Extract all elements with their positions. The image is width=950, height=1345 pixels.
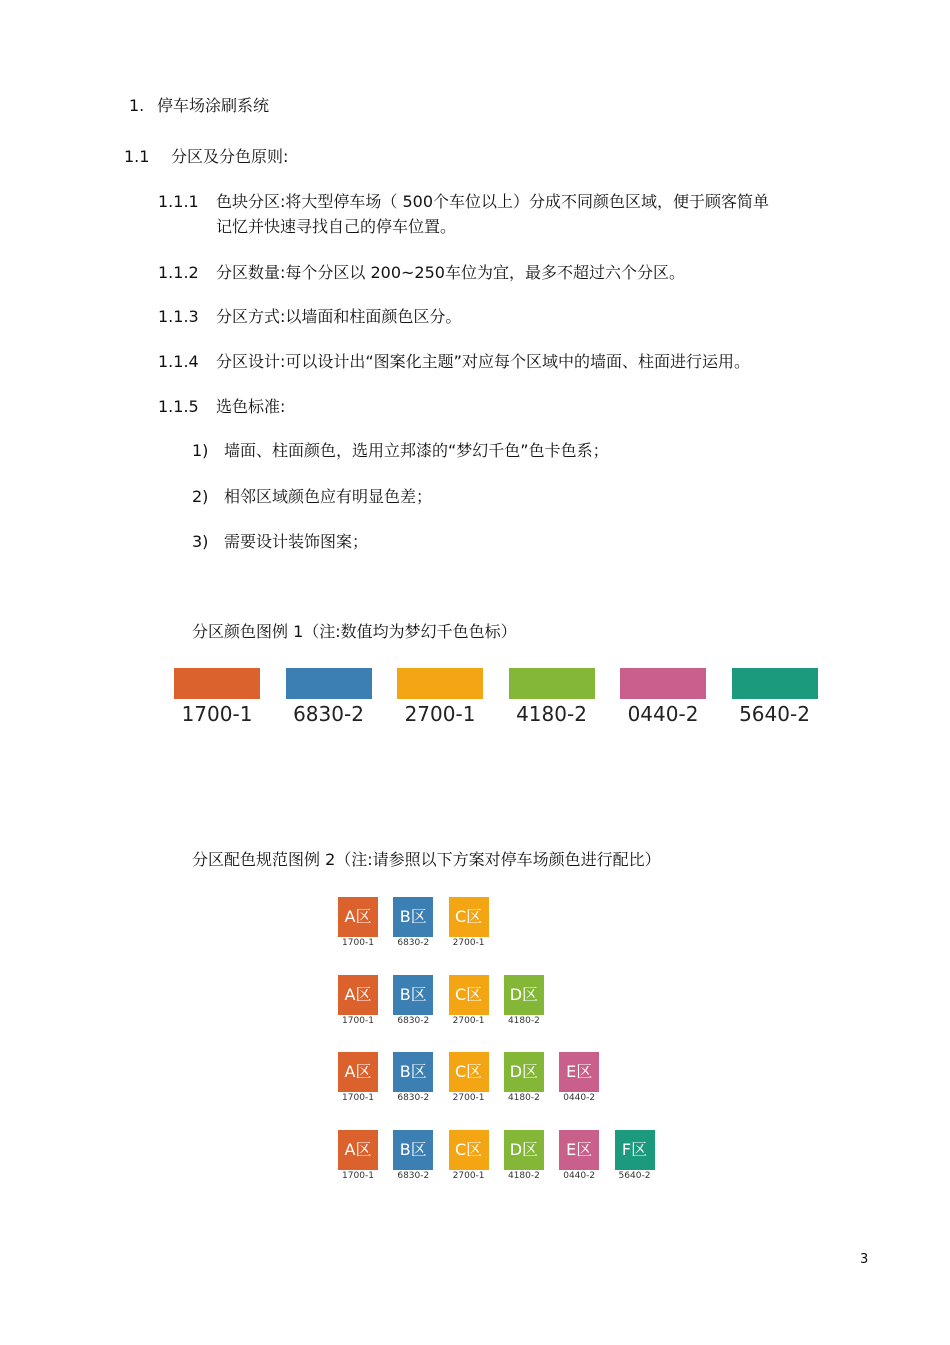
zone-tile: C区	[449, 897, 489, 937]
zone-tile: D区	[504, 975, 544, 1015]
color-swatch	[732, 668, 818, 699]
list-number: 2)	[192, 487, 209, 506]
subsection-text: 分区方式:以墙面和柱面颜色区分。	[216, 307, 462, 326]
section-text: 分区及分色原则:	[171, 147, 289, 166]
subsection-1-1-3	[158, 306, 461, 328]
list-text: 需要设计装饰图案；	[224, 532, 369, 551]
zone-code: 4180-2	[507, 1171, 540, 1182]
zone-tile: A区	[338, 897, 378, 937]
zone-tile: B区	[393, 897, 433, 937]
subsection-number: 1.1.5	[158, 397, 199, 416]
page-number: 3	[860, 1252, 869, 1267]
zone-code: 6830-2	[397, 1171, 430, 1182]
color-swatch	[620, 668, 706, 699]
list-text: 相邻区域颜色应有明显色差；	[224, 487, 433, 506]
zone-code: 0440-2	[563, 1171, 596, 1182]
zone-code: 1700-1	[342, 938, 374, 948]
zone-tile: D区	[504, 1052, 544, 1092]
zone-code: 0440-2	[563, 1093, 596, 1104]
color-swatch	[509, 668, 595, 699]
zone-tile: B区	[393, 1130, 433, 1170]
heading-number: 1.	[129, 96, 145, 115]
zone-code: 1700-1	[342, 1015, 374, 1026]
zone-tile: C区	[449, 975, 489, 1015]
zone-tile: A区	[338, 975, 378, 1015]
zone-tile: A区	[338, 1052, 378, 1092]
list-number: 1)	[192, 441, 209, 460]
color-swatch	[174, 668, 260, 699]
zone-code: 2700-1	[452, 1093, 485, 1104]
heading-text: 停车场涂刷系统	[157, 96, 270, 115]
subsection-1-1-1	[158, 191, 769, 213]
zone-code: 6830-2	[397, 938, 430, 948]
zone-code: 4180-2	[507, 1093, 540, 1104]
zone-code: 4180-2	[507, 1015, 540, 1026]
color-swatch	[397, 668, 483, 699]
zone-code: 2700-1	[452, 1171, 485, 1182]
zone-tile: D区	[504, 1130, 544, 1170]
zone-code: 2700-1	[452, 938, 485, 948]
zone-code: 1700-1	[342, 1171, 374, 1182]
zone-code: 6830-2	[397, 1015, 430, 1026]
swatch-code: 6830-2	[293, 702, 364, 726]
swatch-code: 2700-1	[404, 702, 476, 726]
color-swatch	[286, 668, 372, 699]
swatch-code: 4180-2	[516, 702, 587, 726]
subsection-number: 1.1.3	[158, 307, 199, 326]
criteria-item-3	[192, 531, 368, 553]
swatch-code: 1700-1	[181, 702, 253, 726]
swatch-code: 0440-2	[627, 702, 699, 726]
zone-tile: E区	[559, 1130, 599, 1170]
legend-1-swatches	[174, 668, 834, 728]
subsection-1-1-5	[158, 396, 285, 418]
list-text: 墙面、柱面颜色，选用立邦漆的“梦幻千色”色卡色系；	[224, 441, 609, 460]
subsection-1-1-2	[158, 262, 685, 284]
zone-tile: E区	[559, 1052, 599, 1092]
criteria-item-2	[192, 486, 432, 508]
zone-tile: C区	[449, 1130, 489, 1170]
zone-tile: A区	[338, 1130, 378, 1170]
subsection-text: 选色标准:	[216, 397, 286, 416]
subsection-number: 1.1.4	[158, 352, 199, 371]
list-number: 3)	[192, 532, 209, 551]
heading	[129, 95, 269, 117]
subsection-number: 1.1.2	[158, 263, 199, 282]
zone-tile: B区	[393, 1052, 433, 1092]
zone-code: 6830-2	[397, 1093, 430, 1104]
zone-tile: C区	[449, 1052, 489, 1092]
swatch-code: 5640-2	[739, 702, 810, 726]
legend-2-zone-grid	[338, 897, 668, 1197]
legend-1-caption: 分区颜色图例 1（注:数值均为梦幻千色色标）	[192, 622, 517, 641]
criteria-item-1	[192, 440, 609, 462]
subsection-number: 1.1.1	[158, 192, 199, 211]
subsection-text: 分区设计:可以设计出“图案化主题”对应每个区域中的墙面、柱面进行运用。	[216, 352, 750, 371]
zone-code: 5640-2	[618, 1171, 651, 1182]
subsection-1-1-1-continuation: 记忆并快速寻找自己的停车位置。	[216, 217, 457, 236]
subsection-1-1-4	[158, 351, 750, 373]
subsection-text: 色块分区:将大型停车场（ 500个车位以上）分成不同颜色区域，便于顾客简单	[216, 192, 770, 211]
zone-code: 1700-1	[342, 1093, 374, 1104]
legend-2-caption: 分区配色规范图例 2（注:请参照以下方案对停车场颜色进行配比）	[192, 850, 661, 869]
zone-tile: F区	[615, 1130, 655, 1170]
subsection-text: 分区数量:每个分区以 200~250车位为宜，最多不超过六个分区。	[216, 263, 685, 282]
zone-code: 2700-1	[452, 1015, 485, 1026]
section-number: 1.1	[124, 147, 150, 166]
zone-tile: B区	[393, 975, 433, 1015]
section-heading	[124, 146, 288, 168]
